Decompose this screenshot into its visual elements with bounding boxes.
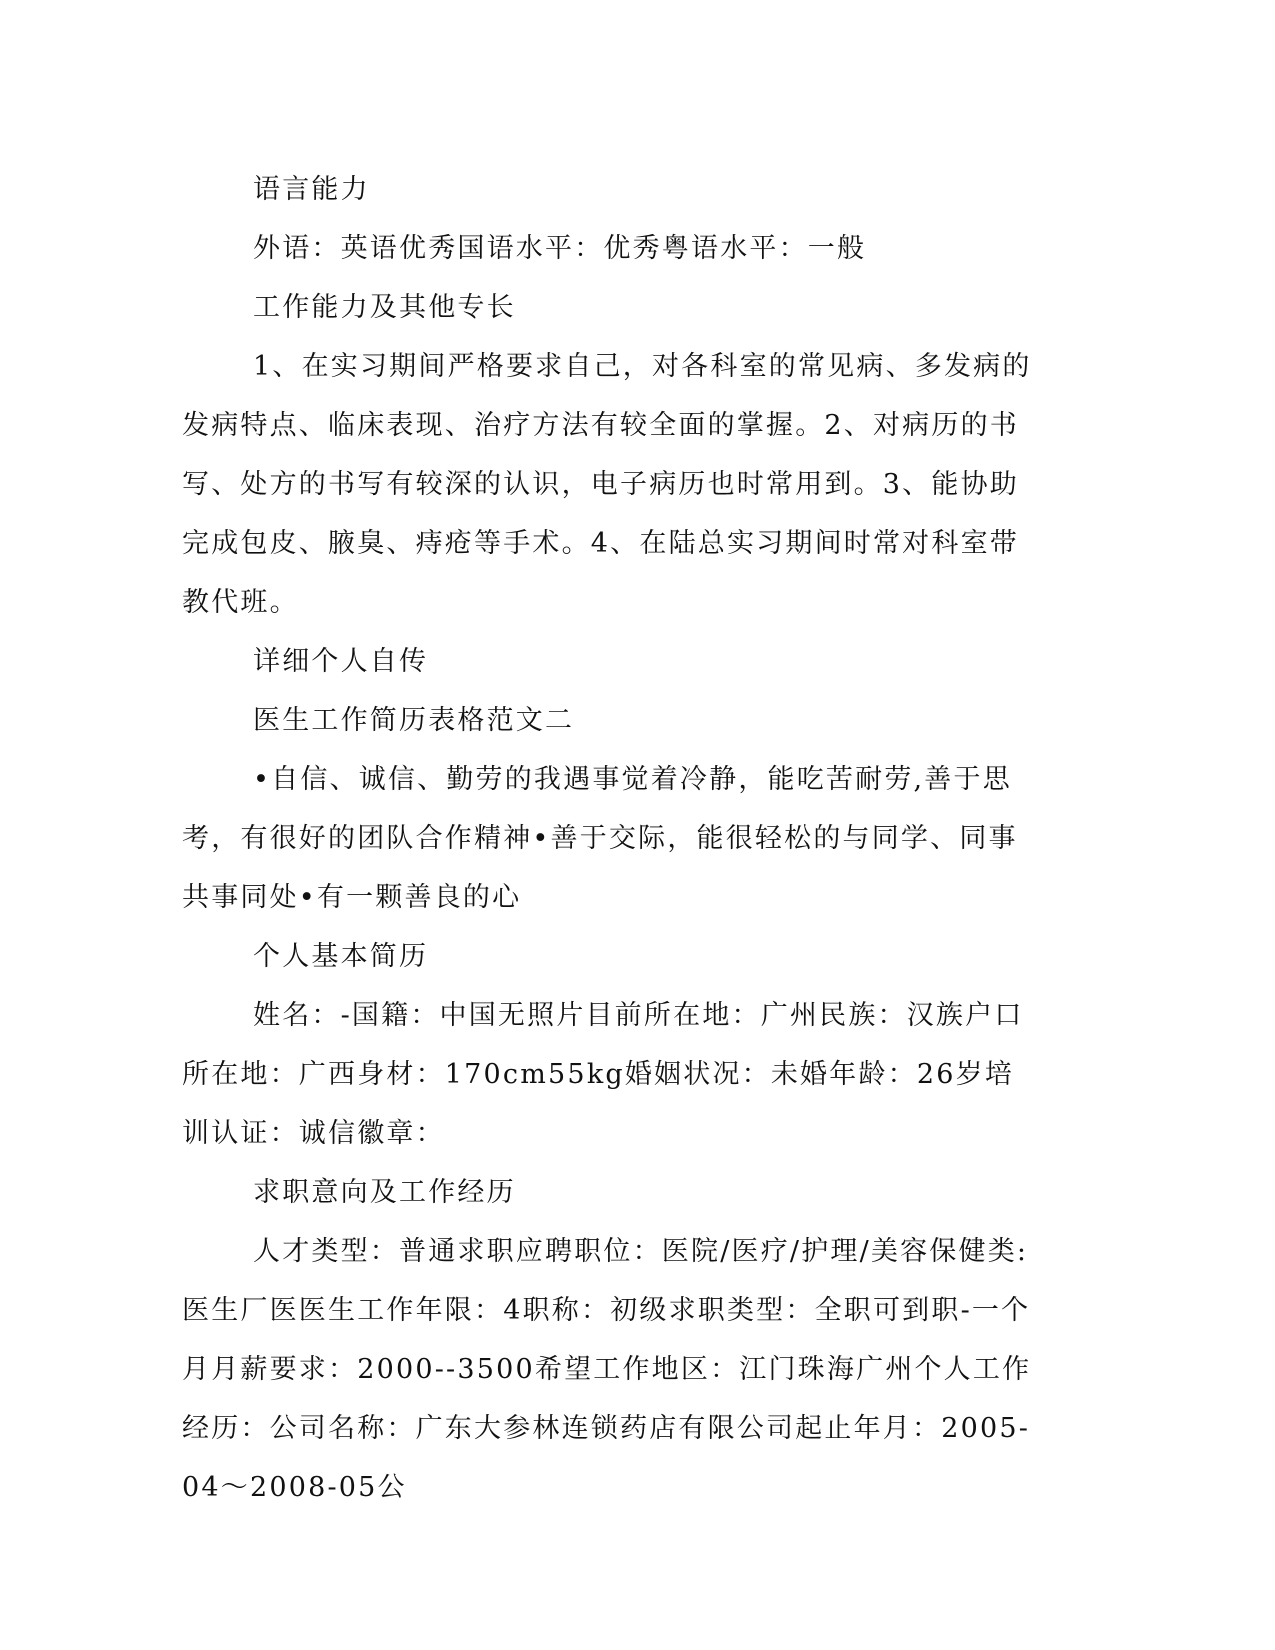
heading-self-introduction: 详细个人自传 (253, 646, 429, 677)
paragraph-job-experience: 人才类型：普通求职应聘职位：医院/医疗/护理/美容保健类:医生厂医医生工作年限：4职称：初级求职类型：全职可到职-一个月月薪要求：2000--3500希望工作地区：江门珠海广州个人工作经历：公司名称：广东大参林连锁药店有限公司起止年月：2005-04～2008-05公 (182, 1236, 1032, 1503)
paragraph-work-ability: 1、在实习期间严格要求自己，对各科室的常见病、多发病的发病特点、临床表现、治疗方法有较全面的掌握。2、对病历的书写、处方的书写有较深的认识，电子病历也时常用到。3、能协助完成包皮、腋臭、痔疮等手术。4、在陆总实习期间时常对科室带教代班。 (182, 351, 1032, 618)
paragraph-languages: 外语：英语优秀国语水平：优秀粤语水平：一般 (253, 233, 867, 264)
paragraph-basic-info: 姓名：-国籍：中国无照片目前所在地：广州民族：汉族户口所在地：广西身材：170cm55kg婚姻状况：未婚年龄：26岁培训认证：诚信徽章： (182, 1000, 1024, 1149)
heading-work-ability: 工作能力及其他专长 (253, 292, 516, 323)
paragraph-personal-traits: •自信、诚信、勤劳的我遇事觉着冷静，能吃苦耐劳,善于思考，有很好的团队合作精神•善于交际，能很轻松的与同学、同事共事同处•有一颗善良的心 (182, 764, 1018, 913)
heading-job-intention: 求职意向及工作经历 (253, 1177, 516, 1208)
heading-resume-sample-two: 医生工作简历表格范文二 (253, 705, 575, 736)
heading-basic-resume: 个人基本简历 (253, 941, 429, 972)
document-body (182, 160, 1034, 1517)
heading-language-ability: 语言能力 (253, 174, 370, 205)
